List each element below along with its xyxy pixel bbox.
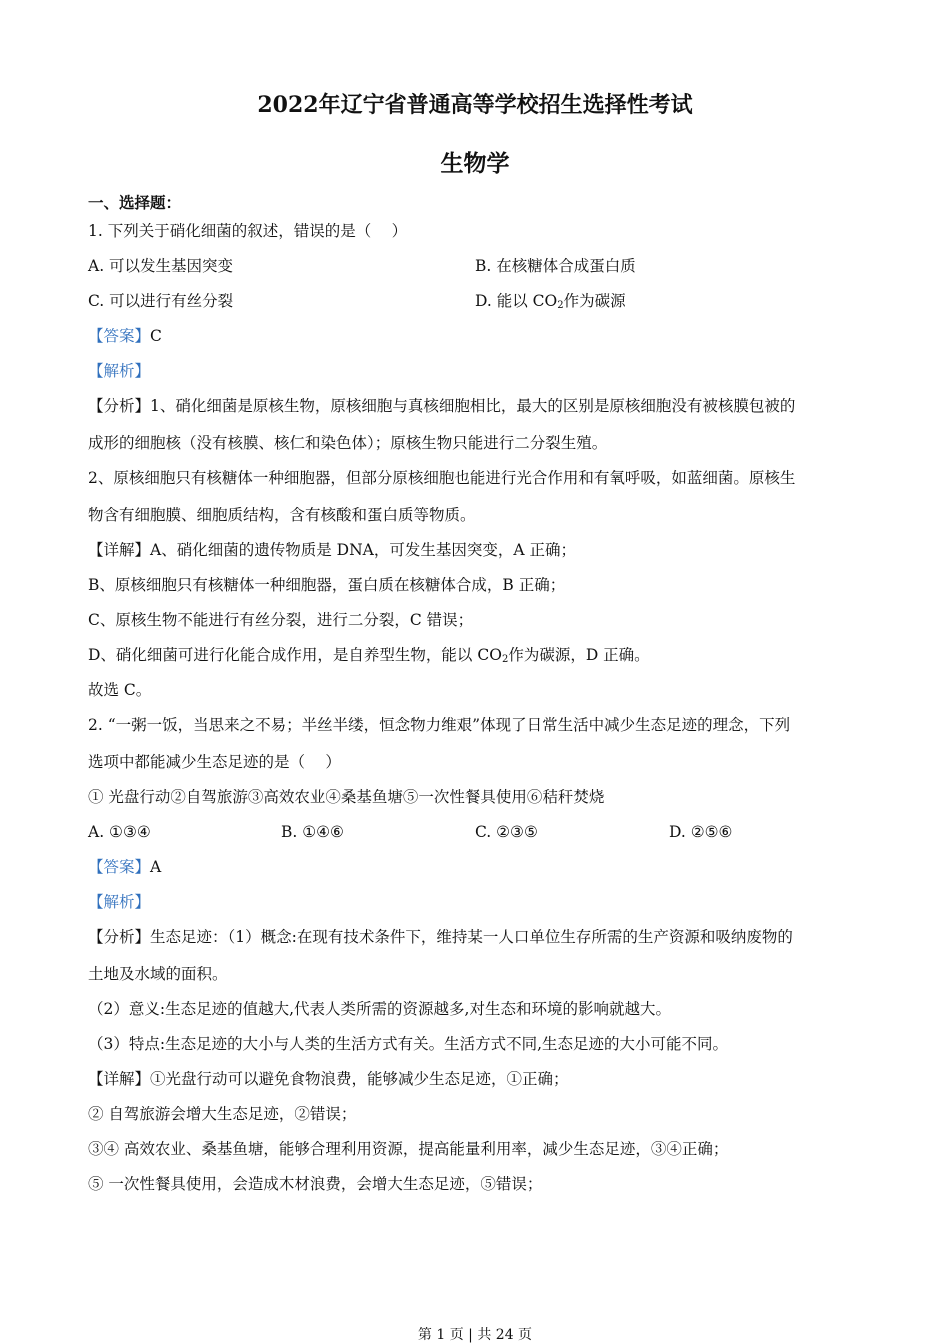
q1-detail-d	[88, 645, 650, 670]
q1-option-d-text: D. 能以 CO	[475, 292, 558, 310]
q2-detail-34: ③④ 高效农业、桑基鱼塘，能够合理利用资源，提高能量利用率，减少生态足迹，③④正确；	[88, 1140, 729, 1158]
q2-answer	[88, 857, 161, 877]
q1-analysis-label: 【解析】	[88, 362, 151, 380]
q2-fenxi-1a	[88, 927, 793, 947]
q1-detail-b: B、原核细胞只有核糖体一种细胞器，蛋白质在核糖体合成，B 正确；	[88, 576, 566, 594]
q2-fenxi-2: （2）意义:生态足迹的值越大,代表人类所需的资源越多,对生态和环境的影响就越大。	[88, 1000, 671, 1018]
q1-option-d	[475, 291, 626, 316]
q2-analysis-label: 【解析】	[88, 893, 151, 911]
subject-title: 生物学	[440, 150, 510, 177]
q1-option-c: C. 可以进行有丝分裂	[88, 292, 234, 310]
q2-stem-b: 选项中都能减少生态足迹的是（ ）	[88, 753, 341, 771]
q1-answer-value: C	[150, 327, 162, 345]
q1-fenxi-1a-text: 1、硝化细菌是原核生物，原核细胞与真核细胞相比，最大的区别是原核细胞没有被核膜包被的	[150, 397, 796, 415]
page-title: 2022年辽宁省普通高等学校招生选择性考试	[257, 92, 693, 118]
q2-fenxi-1b: 土地及水域的面积。	[88, 965, 228, 983]
q1-detail-d-text: D、硝化细菌可进行化能合成作用，是自养型生物，能以 CO	[88, 646, 502, 664]
q1-option-b: B. 在核糖体合成蛋白质	[475, 257, 636, 275]
q1-answer-label: 【答案】	[88, 327, 151, 345]
q2-fenxi-label: 【分析】	[88, 928, 151, 946]
q2-xiangjie-label: 【详解】	[88, 1070, 151, 1088]
q2-fenxi-3: （3）特点:生态足迹的大小与人类的生活方式有关。生活方式不同,生态足迹的大小可能不同。	[88, 1035, 729, 1053]
q1-detail-d-tail: 作为碳源，D 正确。	[508, 646, 650, 664]
q1-fenxi-1a	[88, 396, 795, 416]
page-footer: 第 1 页 | 共 24 页	[417, 1327, 533, 1343]
q1-stem: 1. 下列关于硝化细菌的叙述，错误的是（ ）	[88, 222, 408, 240]
q1-detail-d-sub: 2	[501, 654, 509, 665]
q2-detail-1-text: ①光盘行动可以避免食物浪费，能够减少生态足迹，①正确；	[150, 1070, 569, 1088]
q1-fenxi-1b: 成形的细胞核（没有核膜、核仁和染色体）；原核生物只能进行二分裂生殖。	[88, 434, 608, 452]
q1-fenxi-2a: 2、原核细胞只有核糖体一种细胞器，但部分原核细胞也能进行光合作用和有氧呼吸，如蓝细菌。原核生	[88, 469, 796, 487]
q2-answer-label: 【答案】	[88, 858, 151, 876]
q1-xiangjie-label: 【详解】	[88, 541, 151, 559]
q1-detail-a-text: A、硝化细菌的遗传物质是 DNA，可发生基因突变，A 正确；	[150, 541, 576, 559]
q2-option-b: B. ①④⑥	[281, 823, 344, 841]
q1-option-d-sub: 2	[557, 300, 564, 311]
q2-stem-a: 2. “一粥一饭，当思来之不易；半丝半缕，恒念物力维艰”体现了日常生活中减少生态足迹的理念，下列	[88, 716, 791, 734]
q2-detail-5: ⑤ 一次性餐具使用，会造成木材浪费，会增大生态足迹，⑤错误；	[88, 1175, 543, 1193]
q2-option-c: C. ②③⑤	[475, 823, 538, 841]
q1-fenxi-label: 【分析】	[88, 397, 151, 415]
q1-option-a: A. 可以发生基因突变	[88, 257, 234, 275]
q1-answer	[88, 326, 162, 346]
q2-option-a: A. ①③④	[88, 823, 151, 841]
q2-fenxi-1a-text: 生态足迹：（1）概念:在现有技术条件下，维持某一人口单位生存所需的生产资源和吸纳废物的	[150, 928, 793, 946]
q1-fenxi-2b: 物含有细胞膜、细胞质结构，含有核酸和蛋白质等物质。	[88, 506, 476, 524]
q2-option-d: D. ②⑤⑥	[669, 823, 733, 841]
q2-answer-value: A	[150, 858, 162, 876]
q2-detail-1	[88, 1069, 569, 1089]
section-heading: 一、选择题：	[88, 193, 182, 212]
q2-items: ① 光盘行动②自驾旅游③高效农业④桑基鱼塘⑤一次性餐具使用⑥秸秆焚烧	[88, 788, 605, 806]
q1-detail-a	[88, 540, 576, 560]
q2-detail-2: ② 自驾旅游会增大生态足迹，②错误；	[88, 1105, 357, 1123]
q1-option-d-tail: 作为碳源	[563, 292, 626, 310]
q1-detail-c: C、原核生物不能进行有丝分裂，进行二分裂，C 错误；	[88, 611, 474, 629]
q1-conclusion: 故选 C。	[88, 681, 152, 699]
